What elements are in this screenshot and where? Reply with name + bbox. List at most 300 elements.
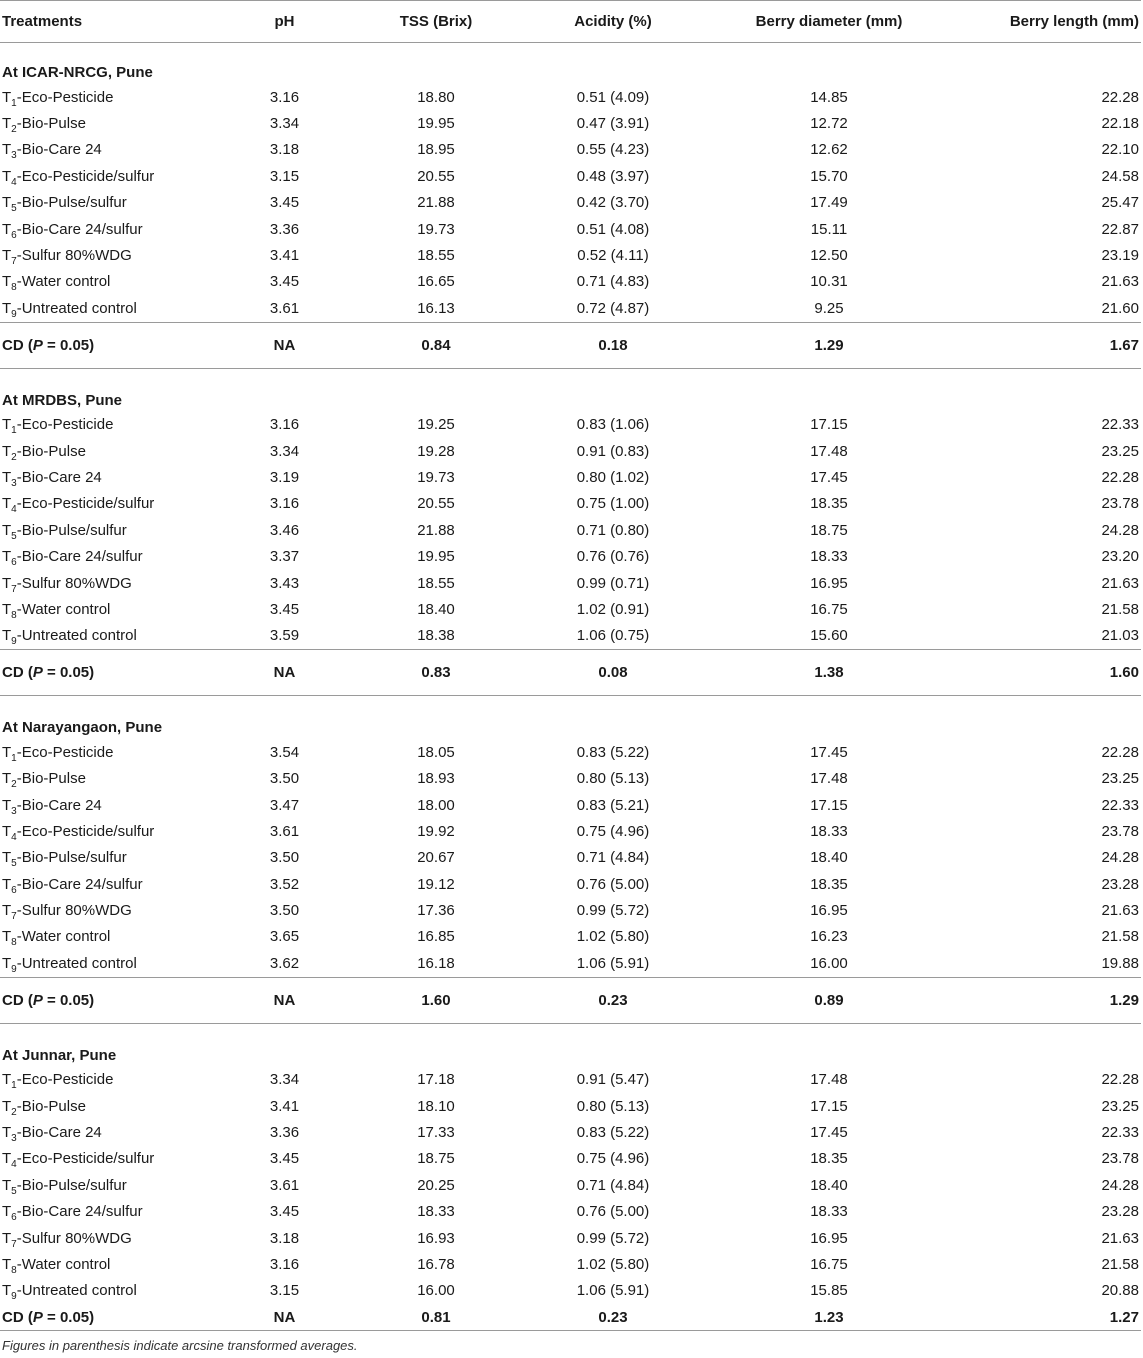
value-cell: 20.25 (417, 1176, 455, 1194)
treatment-name: -Water control (16, 600, 111, 618)
cd-value: 1.38 (698, 650, 960, 696)
treatment-number: 7 (11, 583, 17, 595)
treatment-name: -Bio-Care 24/sulfur (16, 548, 143, 566)
value-cell: 3.36 (269, 220, 300, 238)
treatment-prefix: T (2, 1255, 12, 1273)
treatment-prefix: T (2, 954, 12, 972)
table-row (0, 1225, 1141, 1251)
treatment-number: 3 (11, 805, 17, 817)
cd-row (0, 1304, 1141, 1331)
value-cell: 16.93 (417, 1229, 455, 1247)
value-cell: 3.41 (269, 1097, 300, 1115)
treatment-number: 1 (11, 752, 17, 764)
value-cell: 3.46 (269, 521, 300, 539)
value-cell: 3.36 (269, 1124, 300, 1142)
treatment-prefix: T (2, 627, 12, 645)
value-cell: 15.60 (810, 627, 848, 645)
value-cell: 15.11 (810, 220, 848, 238)
treatment-cell (0, 1251, 225, 1277)
header-tss: TSS (Brix) (344, 1, 528, 43)
value-cell: 1.06 (0.75) (576, 627, 650, 645)
cd-suffix: = 0.05) (42, 336, 95, 354)
treatment-cell (0, 1225, 225, 1251)
value-cell: 23.78 (1101, 495, 1139, 513)
table-row (0, 1119, 1141, 1145)
value-cell: 0.91 (0.83) (576, 442, 650, 460)
treatment-prefix: T (2, 770, 12, 788)
value-cell: 18.55 (417, 247, 455, 265)
treatment-name: -Bio-Care 24 (16, 796, 102, 814)
table-row (0, 412, 1141, 438)
treatment-cell (0, 464, 225, 490)
section-row (0, 368, 1141, 412)
treatment-number: 5 (11, 1185, 17, 1197)
cd-p: P (32, 991, 43, 1009)
treatment-cell (0, 1146, 225, 1172)
value-cell: 18.80 (417, 88, 455, 106)
value-cell: 18.33 (810, 822, 848, 840)
value-cell: 3.18 (269, 141, 300, 159)
treatment-number: 8 (11, 609, 17, 621)
value-cell: 18.38 (417, 627, 455, 645)
value-cell: 22.33 (1101, 1124, 1139, 1142)
value-cell: 0.71 (0.80) (576, 521, 650, 539)
value-cell: 0.42 (3.70) (576, 194, 650, 212)
table-row (0, 438, 1141, 464)
table-row (0, 1199, 1141, 1225)
cd-p: P (32, 1308, 43, 1326)
treatment-prefix: T (2, 1124, 12, 1142)
treatment-name: -Water control (16, 1255, 111, 1273)
treatment-cell (0, 1067, 225, 1093)
treatment-number: 4 (11, 831, 17, 843)
treatment-prefix: T (2, 574, 12, 592)
value-cell: 19.88 (1101, 954, 1139, 972)
treatment-name: -Bio-Care 24/sulfur (16, 875, 143, 893)
treatment-name: -Eco-Pesticide (16, 743, 114, 761)
treatment-prefix: T (2, 1282, 12, 1300)
treatment-name: -Sulfur 80%WDG (16, 574, 132, 592)
treatment-number: 9 (11, 1291, 17, 1303)
value-cell: 16.65 (417, 273, 455, 291)
treatment-prefix: T (2, 416, 12, 434)
value-cell: 18.05 (417, 743, 455, 761)
cd-value: 1.29 (960, 977, 1141, 1023)
table-row (0, 190, 1141, 216)
cd-value: 1.60 (960, 650, 1141, 696)
value-cell: 23.19 (1101, 247, 1139, 265)
value-cell: 23.25 (1101, 1097, 1139, 1115)
treatment-name: -Eco-Pesticide (16, 416, 114, 434)
treatment-name: -Bio-Pulse (16, 442, 86, 460)
value-cell: 3.52 (269, 875, 300, 893)
value-cell: 18.35 (810, 495, 848, 513)
value-cell: 21.03 (1101, 627, 1139, 645)
value-cell: 18.00 (417, 796, 455, 814)
table-row (0, 845, 1141, 871)
table-row (0, 295, 1141, 322)
value-cell: 3.34 (269, 1071, 300, 1089)
value-cell: 9.25 (814, 299, 844, 317)
value-cell: 0.48 (3.97) (576, 167, 650, 185)
section-row (0, 1023, 1141, 1067)
value-cell: 17.36 (417, 902, 455, 920)
treatment-prefix: T (2, 521, 12, 539)
value-cell: 22.28 (1101, 1071, 1139, 1089)
treatment-cell (0, 897, 225, 923)
table-row (0, 570, 1141, 596)
cd-label (0, 977, 225, 1023)
treatment-number: 5 (11, 530, 17, 542)
value-cell: 20.55 (417, 167, 455, 185)
value-cell: 0.71 (4.84) (576, 849, 650, 867)
value-cell: 0.83 (5.22) (576, 1124, 650, 1142)
value-cell: 17.18 (417, 1071, 455, 1089)
treatment-name: -Water control (16, 273, 111, 291)
value-cell: 3.47 (269, 796, 300, 814)
value-cell: 3.50 (269, 902, 300, 920)
value-cell: 20.88 (1101, 1282, 1139, 1300)
treatment-name: -Sulfur 80%WDG (16, 247, 132, 265)
treatment-number: 1 (11, 97, 17, 109)
value-cell: 1.02 (5.80) (576, 928, 650, 946)
treatment-cell (0, 190, 225, 216)
value-cell: 22.33 (1101, 796, 1139, 814)
treatment-prefix: T (2, 442, 12, 460)
header-berry-length: Berry length (mm) (960, 1, 1141, 43)
value-cell: 3.61 (269, 1176, 300, 1194)
value-cell: 19.73 (417, 468, 455, 486)
value-cell: 17.49 (810, 194, 848, 212)
value-cell: 16.00 (810, 954, 848, 972)
cd-p: P (32, 336, 43, 354)
table-row (0, 84, 1141, 110)
value-cell: 3.43 (269, 574, 300, 592)
value-cell: 12.72 (810, 115, 848, 133)
value-cell: 0.83 (1.06) (576, 416, 650, 434)
treatment-cell (0, 596, 225, 622)
cd-label (0, 1304, 225, 1331)
treatment-prefix: T (2, 822, 12, 840)
treatment-number: 6 (11, 884, 17, 896)
table-row (0, 792, 1141, 818)
value-cell: 21.58 (1101, 1255, 1139, 1273)
treatment-prefix: T (2, 796, 12, 814)
value-cell: 3.41 (269, 247, 300, 265)
value-cell: 22.28 (1101, 468, 1139, 486)
value-cell: 3.45 (269, 1150, 300, 1168)
treatment-cell (0, 1119, 225, 1145)
treatment-cell (0, 570, 225, 596)
value-cell: 18.33 (810, 548, 848, 566)
treatment-number: 9 (11, 636, 17, 648)
value-cell: 23.78 (1101, 1150, 1139, 1168)
value-cell: 16.95 (810, 574, 848, 592)
value-cell: 3.16 (269, 495, 300, 513)
treatment-name: -Eco-Pesticide/sulfur (16, 1150, 155, 1168)
treatment-cell (0, 1172, 225, 1198)
treatment-number: 1 (11, 425, 17, 437)
treatment-number: 7 (11, 911, 17, 923)
cd-value: 0.18 (528, 322, 698, 368)
value-cell: 18.10 (417, 1097, 455, 1115)
treatment-name: -Eco-Pesticide/sulfur (16, 167, 155, 185)
value-cell: 21.58 (1101, 928, 1139, 946)
value-cell: 14.85 (810, 88, 848, 106)
treatment-number: 4 (11, 504, 17, 516)
value-cell: 21.60 (1101, 299, 1139, 317)
treatment-prefix: T (2, 247, 12, 265)
treatment-prefix: T (2, 88, 12, 106)
table-row (0, 216, 1141, 242)
value-cell: 0.80 (5.13) (576, 1097, 650, 1115)
value-cell: 3.15 (269, 167, 300, 185)
treatment-cell (0, 137, 225, 163)
value-cell: 3.45 (269, 194, 300, 212)
value-cell: 3.61 (269, 299, 300, 317)
value-cell: 23.25 (1101, 442, 1139, 460)
treatment-prefix: T (2, 194, 12, 212)
treatment-prefix: T (2, 1229, 12, 1247)
treatment-number: 7 (11, 1238, 17, 1250)
treatment-number: 8 (11, 937, 17, 949)
table-row (0, 110, 1141, 136)
value-cell: 3.54 (269, 743, 300, 761)
treatment-name: -Bio-Care 24/sulfur (16, 220, 143, 238)
cd-prefix: CD ( (2, 1308, 33, 1326)
value-cell: 3.59 (269, 627, 300, 645)
treatment-name: -Water control (16, 928, 111, 946)
treatment-name: -Bio-Care 24/sulfur (16, 1203, 143, 1221)
value-cell: 21.63 (1101, 273, 1139, 291)
table-row (0, 765, 1141, 791)
cd-p: P (32, 664, 43, 682)
treatment-prefix: T (2, 1176, 12, 1194)
value-cell: 18.95 (417, 141, 455, 159)
cd-row (0, 650, 1141, 696)
treatment-cell (0, 269, 225, 295)
value-cell: 0.75 (4.96) (576, 1150, 650, 1168)
value-cell: 16.85 (417, 928, 455, 946)
treatment-cell (0, 543, 225, 569)
value-cell: 16.78 (417, 1255, 455, 1273)
value-cell: 18.75 (810, 521, 848, 539)
value-cell: 16.18 (417, 954, 455, 972)
treatment-name: -Bio-Care 24 (16, 1124, 102, 1142)
cd-value: 1.67 (960, 322, 1141, 368)
value-cell: 18.40 (417, 600, 455, 618)
value-cell: 19.95 (417, 115, 455, 133)
treatment-prefix: T (2, 273, 12, 291)
treatment-number: 9 (11, 308, 17, 320)
treatment-number: 8 (11, 1264, 17, 1276)
treatment-cell (0, 792, 225, 818)
table-footnote: Figures in parenthesis indicate arcsine transformed averages. (2, 1338, 358, 1353)
value-cell: 22.28 (1101, 743, 1139, 761)
table-row (0, 1278, 1141, 1304)
value-cell: 19.25 (417, 416, 455, 434)
section-row (0, 696, 1141, 740)
cd-value: 0.23 (528, 977, 698, 1023)
value-cell: 10.31 (810, 273, 848, 291)
value-cell: 24.28 (1101, 521, 1139, 539)
value-cell: 0.52 (4.11) (577, 247, 649, 265)
header-ph: pH (225, 1, 344, 43)
value-cell: 0.80 (5.13) (576, 770, 650, 788)
cd-prefix: CD ( (2, 336, 33, 354)
treatment-number: 5 (11, 858, 17, 870)
treatment-name: -Bio-Care 24 (16, 141, 102, 159)
value-cell: 23.25 (1101, 770, 1139, 788)
treatment-prefix: T (2, 141, 12, 159)
treatment-number: 2 (11, 1106, 17, 1118)
treatment-name: -Bio-Pulse (16, 1097, 86, 1115)
value-cell: 22.28 (1101, 88, 1139, 106)
value-cell: 24.28 (1101, 1176, 1139, 1194)
value-cell: 3.65 (269, 928, 300, 946)
treatment-cell (0, 1093, 225, 1119)
value-cell: 0.76 (5.00) (576, 1203, 650, 1221)
treatment-cell (0, 871, 225, 897)
header-acidity: Acidity (%) (528, 1, 698, 43)
cd-value: 1.27 (960, 1304, 1141, 1331)
value-cell: 23.78 (1101, 822, 1139, 840)
value-cell: 21.63 (1101, 1229, 1139, 1247)
treatment-number: 7 (11, 256, 17, 268)
value-cell: 23.28 (1101, 1203, 1139, 1221)
treatment-prefix: T (2, 299, 12, 317)
value-cell: 0.83 (5.21) (576, 796, 650, 814)
value-cell: 21.63 (1101, 902, 1139, 920)
value-cell: 0.71 (4.83) (576, 273, 650, 291)
value-cell: 17.15 (810, 796, 848, 814)
value-cell: 16.95 (810, 1229, 848, 1247)
treatment-cell (0, 163, 225, 189)
value-cell: 1.06 (5.91) (576, 954, 650, 972)
value-cell: 0.51 (4.09) (576, 88, 650, 106)
value-cell: 17.48 (810, 770, 848, 788)
treatment-name: -Bio-Pulse/sulfur (16, 521, 127, 539)
value-cell: 1.02 (5.80) (576, 1255, 650, 1273)
value-cell: 12.62 (810, 141, 848, 159)
treatment-prefix: T (2, 548, 12, 566)
treatment-number: 8 (11, 282, 17, 294)
table-row (0, 517, 1141, 543)
treatment-cell (0, 491, 225, 517)
cd-value: NA (225, 977, 344, 1023)
value-cell: 1.06 (5.91) (576, 1282, 650, 1300)
treatment-prefix: T (2, 115, 12, 133)
treatment-cell (0, 818, 225, 844)
cd-row (0, 322, 1141, 368)
value-cell: 18.40 (810, 849, 848, 867)
value-cell: 18.33 (417, 1203, 455, 1221)
treatment-prefix: T (2, 1203, 12, 1221)
treatment-prefix: T (2, 875, 12, 893)
table-row (0, 818, 1141, 844)
value-cell: 16.95 (810, 902, 848, 920)
cd-value: 1.29 (698, 322, 960, 368)
value-cell: 17.48 (810, 442, 848, 460)
treatment-number: 6 (11, 229, 17, 241)
value-cell: 17.45 (810, 743, 848, 761)
value-cell: 0.99 (5.72) (576, 1229, 650, 1247)
cd-label (0, 650, 225, 696)
value-cell: 0.47 (3.91) (576, 115, 650, 133)
value-cell: 19.73 (417, 220, 455, 238)
value-cell: 21.88 (417, 194, 455, 212)
treatment-prefix: T (2, 902, 12, 920)
treatment-name: -Untreated control (16, 1282, 137, 1300)
table-row (0, 739, 1141, 765)
value-cell: 18.35 (810, 1150, 848, 1168)
treatment-prefix: T (2, 743, 12, 761)
value-cell: 16.13 (417, 299, 455, 317)
value-cell: 25.47 (1101, 194, 1139, 212)
value-cell: 3.45 (269, 600, 300, 618)
value-cell: 17.33 (417, 1124, 455, 1142)
value-cell: 0.99 (0.71) (576, 574, 650, 592)
table-row (0, 464, 1141, 490)
treatment-cell (0, 242, 225, 268)
value-cell: 17.15 (810, 416, 848, 434)
table-row (0, 950, 1141, 977)
value-cell: 16.23 (810, 928, 848, 946)
value-cell: 15.85 (810, 1282, 848, 1300)
table-row (0, 491, 1141, 517)
treatment-number: 3 (11, 150, 17, 162)
value-cell: 16.75 (810, 600, 848, 618)
section-title: At Narayangaon, Pune (2, 719, 163, 737)
cd-value: NA (225, 322, 344, 368)
value-cell: 3.45 (269, 1203, 300, 1221)
cd-row (0, 977, 1141, 1023)
table-row (0, 1093, 1141, 1119)
cd-value: 0.83 (344, 650, 528, 696)
value-cell: 17.45 (810, 1124, 848, 1142)
value-cell: 16.00 (417, 1282, 455, 1300)
treatment-cell (0, 84, 225, 110)
treatment-number: 2 (11, 124, 17, 136)
treatment-name: -Eco-Pesticide/sulfur (16, 822, 155, 840)
treatment-cell (0, 295, 225, 322)
value-cell: 3.18 (269, 1229, 300, 1247)
value-cell: 3.45 (269, 273, 300, 291)
value-cell: 18.55 (417, 574, 455, 592)
table-row (0, 269, 1141, 295)
value-cell: 3.61 (269, 822, 300, 840)
value-cell: 3.50 (269, 770, 300, 788)
value-cell: 19.92 (417, 822, 455, 840)
treatment-number: 3 (11, 477, 17, 489)
treatment-name: -Bio-Pulse (16, 770, 86, 788)
table-header (0, 1, 1141, 43)
value-cell: 21.88 (417, 521, 455, 539)
value-cell: 15.70 (810, 167, 848, 185)
value-cell: 1.02 (0.91) (576, 600, 650, 618)
treatment-cell (0, 765, 225, 791)
value-cell: 22.18 (1101, 115, 1139, 133)
value-cell: 3.19 (269, 468, 300, 486)
treatment-number: 2 (11, 451, 17, 463)
value-cell: 3.34 (269, 442, 300, 460)
treatment-number: 2 (11, 779, 17, 791)
table-row (0, 897, 1141, 923)
cd-prefix: CD ( (2, 991, 33, 1009)
cd-value: 1.60 (344, 977, 528, 1023)
value-cell: 0.51 (4.08) (576, 220, 650, 238)
value-cell: 0.99 (5.72) (576, 902, 650, 920)
